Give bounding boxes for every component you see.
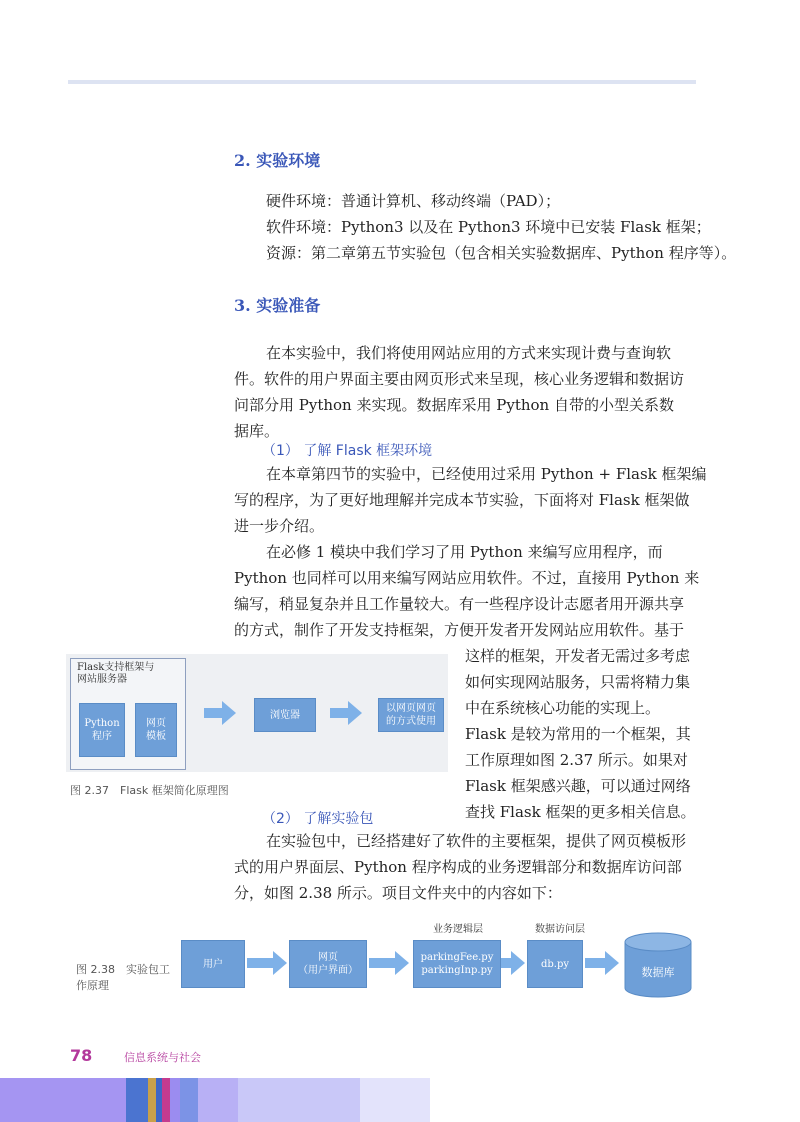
- web-ui-label: 网页: [318, 952, 338, 963]
- section-2-body: [266, 188, 736, 266]
- user-box: [181, 940, 245, 988]
- flask-para-2-line: Flask 框架感兴趣，可以通过网络: [465, 777, 691, 795]
- arrow-right-icon: [247, 958, 273, 968]
- flask-server-frame: [70, 658, 186, 770]
- figure-2-38-caption-line: 图 2.38 实验包工: [76, 963, 170, 976]
- flask-para-2-line: Flask 是较为常用的一个框架，其: [465, 725, 691, 743]
- business-logic-file: parkingFee.py: [420, 952, 494, 963]
- band-segment: [360, 1078, 430, 1122]
- python-program-box: [79, 703, 125, 757]
- band-segment: [126, 1078, 148, 1122]
- browser-label: 浏览器: [270, 709, 300, 721]
- arrow-right-icon: [222, 701, 236, 725]
- flask-para-2-line: 的方式，制作了开发支持框架，方便开发者开发网站应用软件。基于: [234, 621, 685, 639]
- intro-line: 据库。: [234, 422, 280, 440]
- section-3-intro: [234, 340, 684, 444]
- flask-para-1: [234, 461, 707, 539]
- flask-para-2-line: 编写，稍显复杂并且工作量较大。有一些程序设计志愿者用开源共享: [234, 595, 685, 613]
- arrow-right-icon: [330, 708, 348, 718]
- figure-2-37-caption: 图 2.37 Flask 框架简化原理图: [70, 784, 229, 797]
- web-template-label: 模板: [146, 731, 166, 742]
- web-use-label: 以网页网页: [386, 703, 436, 714]
- band-segment: [180, 1078, 198, 1122]
- subheading-package: （2） 了解实验包: [262, 811, 374, 827]
- band-segment: [170, 1078, 180, 1122]
- arrow-right-icon: [348, 701, 362, 725]
- section-2-heading: 2. 实验环境: [234, 151, 321, 170]
- python-program-label: 程序: [92, 731, 112, 742]
- user-label: 用户: [203, 958, 223, 970]
- python-program-label: Python: [84, 718, 120, 729]
- business-logic-label: 业务逻辑层: [433, 924, 483, 935]
- flask-server-label-line: Flask支持框架与: [77, 662, 155, 673]
- intro-line: 问部分用 Python 来实现。数据库采用 Python 自带的小型关系数: [234, 396, 674, 414]
- package-para-line: 在实验包中，已经搭建好了软件的主要框架，提供了网页模板形: [266, 832, 687, 850]
- package-para: [234, 828, 686, 906]
- web-ui-label: （用户界面）: [298, 965, 358, 976]
- intro-line: 在本实验中，我们将使用网站应用的方式来实现计费与查询软: [266, 344, 672, 362]
- web-template-box: [135, 703, 177, 757]
- flask-para-2-wrap: [465, 643, 695, 825]
- flask-para-2-line: 这样的框架，开发者无需过多考虑: [465, 647, 691, 665]
- web-use-label: 的方式使用: [386, 716, 436, 727]
- web-ui-box: [289, 940, 367, 988]
- flask-para-2-line: 在必修 1 模块中我们学习了用 Python 来编写应用程序，而: [266, 543, 663, 561]
- flask-server-label-line: 网站服务器: [77, 674, 127, 685]
- database-icon: [623, 932, 693, 998]
- package-para-line: 式的用户界面层、Python 程序构成的业务逻辑部分和数据库访问部: [234, 858, 682, 876]
- page-number: 78: [70, 1046, 93, 1065]
- web-template-label: 网页: [146, 718, 166, 729]
- env-resources: 资源：第二章第五节实验包（包含相关实验数据库、Python 程序等）。: [266, 244, 737, 262]
- figure-2-38-caption: [76, 962, 170, 994]
- band-segment: [198, 1078, 238, 1122]
- flask-para-2-line: 工作原理如图 2.37 所示。如果对: [465, 751, 688, 769]
- arrow-right-icon: [204, 708, 222, 718]
- arrow-right-icon: [605, 951, 619, 975]
- intro-line: 件。软件的用户界面主要由网页形式来呈现，核心业务逻辑和数据访: [234, 370, 685, 388]
- band-segment: [238, 1078, 360, 1122]
- section-3-heading: 3. 实验准备: [234, 296, 321, 315]
- flask-para-2: [234, 539, 699, 643]
- flask-para-1-line: 进一步介绍。: [234, 517, 325, 535]
- flask-para-2-line: 如何实现网站服务，只需将精力集: [465, 673, 691, 691]
- arrow-right-icon: [501, 958, 511, 968]
- flask-para-1-line: 在本章第四节的实验中，已经使用过采用 Python + Flask 框架编: [266, 465, 707, 483]
- database-label: 数据库: [641, 966, 675, 979]
- env-hardware: 硬件环境：普通计算机、移动终端（PAD）；: [266, 192, 561, 210]
- band-segment: [0, 1078, 126, 1122]
- package-para-line: 分，如图 2.38 所示。项目文件夹中的内容如下：: [234, 884, 562, 902]
- flask-para-2-line: Python 也同样可以用来编写网站应用软件。不过，直接用 Python 来: [234, 569, 700, 587]
- band-segment: [148, 1078, 156, 1122]
- figure-2-38-caption-line: 作原理: [76, 979, 109, 992]
- data-access-label: 数据访问层: [535, 924, 585, 935]
- arrow-right-icon: [585, 958, 605, 968]
- browser-box: [254, 698, 316, 732]
- flask-server-label: [77, 662, 154, 686]
- business-logic-file: parkingInp.py: [421, 965, 493, 976]
- arrow-right-icon: [395, 951, 409, 975]
- figure-2-37: [66, 654, 448, 772]
- band-segment: [162, 1078, 170, 1122]
- web-use-box: [378, 698, 444, 732]
- env-software: 软件环境：Python3 以及在 Python3 环境中已安装 Flask 框架；: [266, 218, 711, 236]
- arrow-right-icon: [369, 958, 395, 968]
- subheading-flask: （1） 了解 Flask 框架环境: [262, 443, 433, 459]
- figure-2-38: [175, 918, 700, 1000]
- flask-para-2-line: 中在系统核心功能的实现上。: [465, 699, 661, 717]
- book-title: 信息系统与社会: [124, 1051, 201, 1064]
- data-access-file: db.py: [540, 958, 570, 970]
- flask-para-1-line: 写的程序，为了更好地理解并完成本节实验，下面将对 Flask 框架做: [234, 491, 690, 509]
- data-access-box: [527, 940, 583, 988]
- top-rule: [68, 80, 696, 84]
- arrow-right-icon: [273, 951, 287, 975]
- business-logic-box: [413, 940, 501, 988]
- arrow-right-icon: [511, 951, 525, 975]
- flask-para-2-line: 查找 Flask 框架的更多相关信息。: [465, 803, 696, 821]
